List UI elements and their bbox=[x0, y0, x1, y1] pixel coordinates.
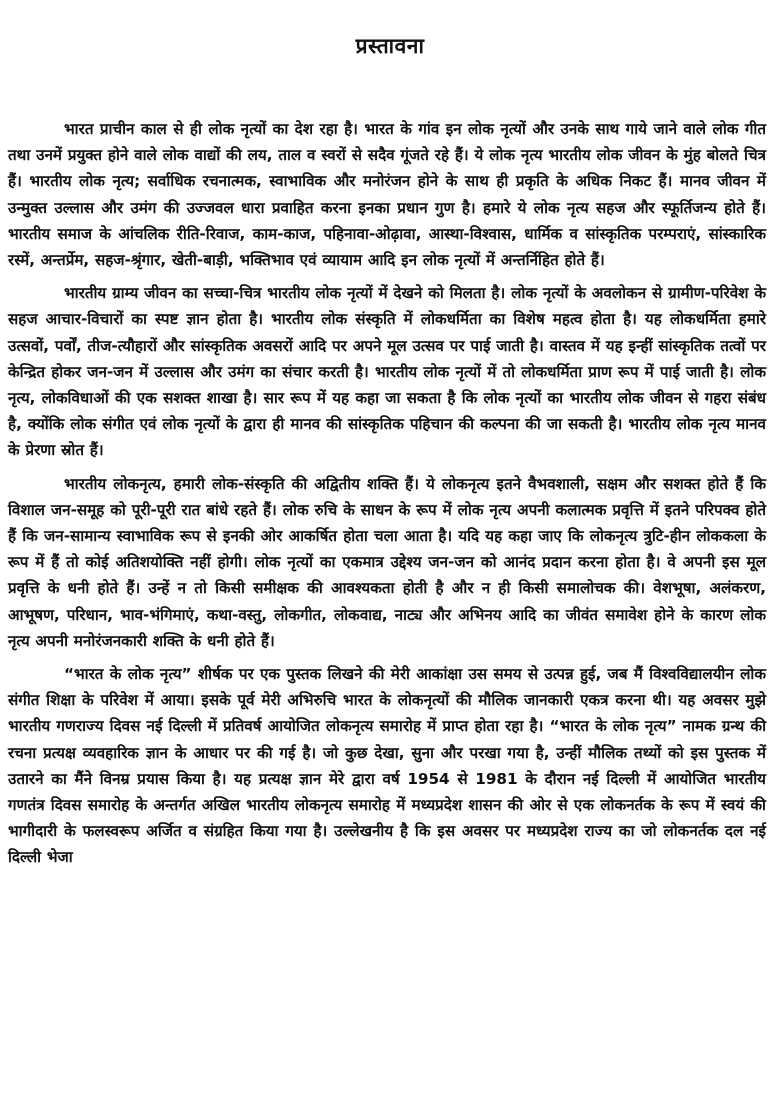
paragraph-3: भारतीय लोकनृत्य, हमारी लोक-संस्कृति की अद्वितीय शक्ति हैं। ये लोकनृत्य इतने वैभवशाली, सक्षम और सशक्त होते हैं कि विशाल जन-समूह को पूरी-पूरी रात बांधे रहते हैं। लोक रुचि के साधन के रूप में लोक नृत्य अपनी कलात्मक प्रवृत्ति में इतने परिपक्व होते हैं कि जन-सामान्य स्वाभाविक रूप से इनकी ओर आकर्षित होता चला आता है। यदि यह कहा जाए कि लोकनृत्य त्रुटि-हीन लोककला के रूप में हैं तो कोई अतिशयोक्ति नहीं होगी। लोक नृत्यों का एकमात्र उद्देश्य जन-जन को आनंद प्रदान करना होता है। वे अपनी इस मूल प्रवृत्ति के धनी होते हैं। उन्हें न तो किसी समीक्षक की आवश्यकता होती है और न ही किसी समालोचक की। वेशभूषा, अलंकरण, आभूषण, परिधान, भाव-भंगिमाएं, कथा-वस्तु, लोकगीत, लोकवाद्य, नाट्य और अभिनय आदि का जीवंत समावेश होने के कारण लोक नृत्य अपनी मनोरंजनकारी शक्ति के धनी होते हैं। bbox=[8, 474, 766, 650]
paragraph-1: भारत प्राचीन काल से ही लोक नृत्यों का देश रहा है। भारत के गांव इन लोक नृत्यों और उनके साथ गाये जाने वाले लोक गीत तथा उनमें प्रयुक्त होने वाले लोक वाद्यों की लय, ताल व स्वरों से सदैव गूंजते रहे हैं। ये लोक नृत्य भारतीय लोक जीवन के मुंह बोलते चित्र हैं। भारतीय लोक नृत्य; सर्वाधिक रचनात्मक, स्वाभाविक और मनोरंजन होने के साथ ही प्रकृति के अधिक निकट हैं। मानव जीवन में उन्मुक्त उल्लास और उमंग की उज्जवल धारा प्रवाहित करना इनका प्रधान गुण है। हमारे ये लोक नृत्य सहज और स्फूर्तिजन्य होते हैं। भारतीय समाज के आंचलिक रीति-रिवाज, काम-काज, पहिनावा-ओढ़ावा, आस्था-विश्वास, धार्मिक व सांस्कृतिक परम्पराएं, सांस्कारिक रस्में, अन्तर्प्रेम, सहज-श्रृंगार, खेती-बाड़ी, भक्तिभाव एवं व्यायाम आदि इन लोक नृत्यों में अन्तर्निहित होते हैं। bbox=[8, 120, 766, 270]
paragraph-2: भारतीय ग्राम्य जीवन का सच्चा-चित्र भारतीय लोक नृत्यों में देखने को मिलता है। लोक नृत्यों के अवलोकन से ग्रामीण-परिवेश के सहज आचार-विचारों का स्पष्ट ज्ञान होता है। भारतीय लोक संस्कृति में लोकधर्मिता का विशेष महत्व होता है। यह लोकधर्मिता हमारे उत्सवों, पर्वों, तीज-त्यौहारों और सांस्कृतिक अवसरों आदि पर अपने मूल उत्सव पर पाई जाती है। वास्तव में यह इन्हीं सांस्कृतिक तत्वों पर केन्द्रित होकर जन-जन में उल्लास और उमंग का संचार करती है। भारतीय लोक नृत्यों में तो लोकधर्मिता प्राण रूप में पाई जाती है। लोक नृत्य, लोकविधाओं की एक सशक्त शाखा है। सार रूप में यह कहा जा सकता है कि लोक नृत्यों का भारतीय लोक जीवन से गहरा संबंध है, क्योंकि लोक संगीत एवं लोक नृत्यों के द्वारा ही मानव की सांस्कृतिक पहिचान की कल्पना की जा सकती है। भारतीय लोक नृत्य मानव के प्रेरणा स्रोत हैं। bbox=[8, 284, 766, 460]
page-title: प्रस्तावना bbox=[355, 34, 425, 58]
document-body bbox=[8, 116, 766, 878]
paragraph-4: “भारत के लोक नृत्य” शीर्षक पर एक पुस्तक लिखने की मेरी आकांक्षा उस समय से उत्पन्न हुई, जब मैं विश्वविद्यालयीन लोक संगीत शिक्षा के परिवेश में आया। इसके पूर्व मेरी अभिरुचि भारत के लोकनृत्यों की मौलिक जानकारी एकत्र करना थी। यह अवसर मुझे भारतीय गणराज्य दिवस नई दिल्ली में प्रतिवर्ष आयोजित लोकनृत्य समारोह में प्राप्त होता रहा है। “भारत के लोक नृत्य” नामक ग्रन्थ की रचना प्रत्यक्ष व्यवहारिक ज्ञान के आधार पर की गई है। जो कुछ देखा, सुना और परखा गया है, उन्हीं मौलिक तथ्यों को इस पुस्तक में उतारने का मैंने विनम्र प्रयास किया है। यह प्रत्यक्ष ज्ञान मेरे द्वारा वर्ष 1954 से 1981 के दौरान नई दिल्ली में आयोजित भारतीय गणतंत्र दिवस समारोह के अन्तर्गत अखिल भारतीय लोकनृत्य समारोह में मध्यप्रदेश शासन की ओर से एक लोकनर्तक के रूप में स्वयं की भागीदारी के फलस्वरूप अर्जित व संग्रहित किया गया है। उल्लेखनीय है कि इस अवसर पर मध्यप्रदेश राज्य का जो लोकनर्तक दल नई दिल्ली भेजा bbox=[8, 665, 766, 867]
